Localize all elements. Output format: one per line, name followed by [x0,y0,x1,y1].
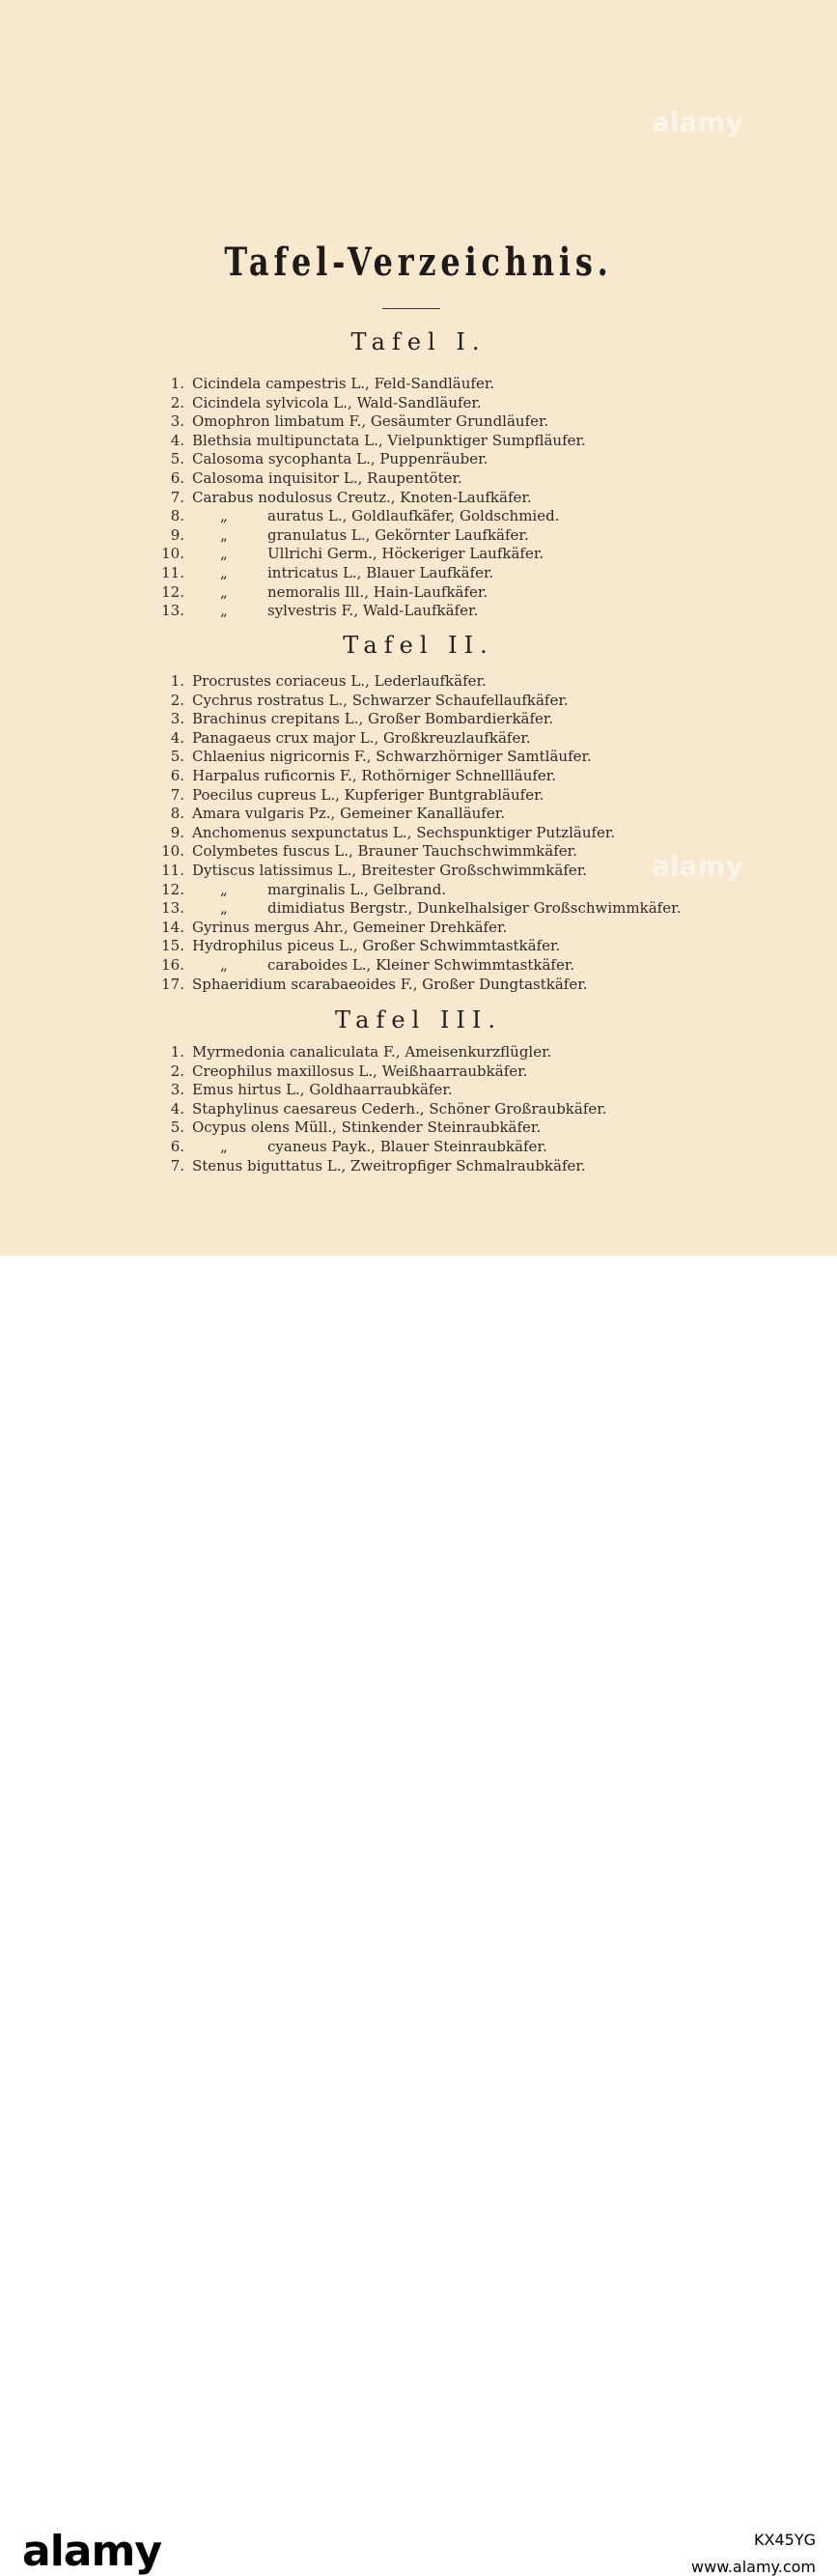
entry-number: 13. [161,602,184,620]
entry-number: 11. [161,563,184,581]
brand-logo: alamy [22,2527,161,2576]
entry-text: Blethsia multipunctata L., Vielpunktiger Sumpfläufer. [192,431,586,449]
list-item [0,976,837,995]
entry-text: Harpalus ruficornis F., Rothörniger Schnellläufer. [192,766,557,784]
entry-number: 6. [170,468,184,487]
list-item [0,564,837,583]
entry-number: 9. [170,525,184,544]
list-item [0,432,837,451]
list-item [0,672,837,692]
entry-number: 9. [170,823,184,841]
list-item [0,805,837,824]
entry-text: Procrustes coriaceus L., Lederlaufkäfer. [192,672,487,690]
entry-text: Brachinus crepitans L., Großer Bombardierkäfer. [192,710,554,728]
section-heading-tafel-2: Tafel II. [343,632,494,659]
list-item [0,526,837,546]
entry-text: Omophron limbatum F., Gesäumter Grundläufer. [192,412,549,431]
list-item [0,937,837,956]
entry-number: 3. [170,1081,184,1099]
entry-number: 5. [170,748,184,766]
entry-text: Hydrophilus piceus L., Großer Schwimmtastkäfer. [192,937,561,955]
entry-number: 3. [170,710,184,728]
watermark-logo: alamy [652,106,743,138]
entry-text: Staphylinus caesareus Cederh., Schöner Großraubkäfer. [192,1099,607,1118]
ditto-mark: „ [220,507,228,525]
entry-text: Colymbetes fuscus L., Brauner Tauchschwimmkäfer. [192,842,577,861]
entry-text: granulatus L., Gekörnter Laufkäfer. [267,525,529,544]
entry-number: 4. [170,728,184,747]
entry-text: Panagaeus crux major L., Großkreuzlaufkäfer. [192,728,531,747]
entry-number: 8. [170,507,184,525]
list-item [0,842,837,862]
section-heading-tafel-1: Tafel I. [350,328,487,355]
list-item [0,767,837,786]
entry-text: nemoralis Ill., Hain-Laufkäfer. [267,582,488,601]
entry-text: Ocypus olens Müll., Stinkender Steinraubkäfer. [192,1118,542,1137]
list-item [0,956,837,976]
list-item [0,729,837,749]
entry-number: 10. [161,842,184,861]
watermark-logo: alamy [652,850,743,882]
ditto-mark: „ [220,545,228,563]
list-item [0,748,837,767]
list-item [0,602,837,621]
entry-text: Cicindela sylvicola L., Wald-Sandläufer. [192,393,482,411]
entry-text: sylvestris F., Wald-Laufkäfer. [267,602,479,620]
ditto-mark: „ [220,955,228,974]
title-divider [382,308,440,309]
entry-text: Sphaeridium scarabaeoides F., Großer Dungtastkäfer. [192,975,588,993]
site-url[interactable]: www.alamy.com [691,2558,816,2576]
list-item [0,786,837,806]
entry-text: Poecilus cupreus L., Kupferiger Buntgrabläufer. [192,785,544,804]
entry-text: marginalis L., Gelbrand. [267,880,447,898]
entry-text: Amara vulgaris Pz., Gemeiner Kanalläufer. [192,805,505,823]
entries-tafel-1 [0,375,837,621]
list-item [0,824,837,843]
entry-number: 3. [170,412,184,431]
entry-text: cyaneus Payk., Blauer Steinraubkäfer. [267,1137,547,1155]
entry-text: Stenus biguttatus L., Zweitropfiger Schmalraubkäfer. [192,1156,586,1175]
entry-number: 7. [170,785,184,804]
list-item [0,1062,837,1082]
entry-text: Carabus nodulosus Creutz., Knoten-Laufkäfer. [192,488,532,506]
list-item [0,394,837,413]
entry-number: 14. [161,918,184,936]
entry-text: Cicindela campestris L., Feld-Sandläufer. [192,375,495,392]
ditto-mark: „ [220,602,228,620]
list-item [0,1118,837,1138]
entry-number: 1. [170,375,184,392]
list-item [0,412,837,432]
entry-text: caraboides L., Kleiner Schwimmtastkäfer. [267,955,575,974]
list-item [0,375,837,394]
list-item [0,1081,837,1100]
image-id: KX45YG [754,2531,816,2549]
entries-tafel-2 [0,672,837,994]
section-heading-tafel-3: Tafel III. [335,1006,502,1033]
scanned-page [0,0,837,1256]
entry-text: dimidiatus Bergstr., Dunkelhalsiger Großschwimmkäfer. [267,899,682,918]
ditto-mark: „ [220,880,228,898]
list-item [0,881,837,900]
ditto-mark: „ [220,563,228,581]
ditto-mark: „ [220,525,228,544]
entry-number: 4. [170,431,184,449]
entry-number: 2. [170,691,184,709]
entry-number: 6. [170,766,184,784]
list-item [0,507,837,526]
list-item [0,1043,837,1062]
ditto-mark: „ [220,899,228,918]
list-item [0,545,837,564]
ditto-mark: „ [220,1137,228,1155]
entry-number: 5. [170,1118,184,1137]
entry-number: 7. [170,1156,184,1175]
entry-number: 4. [170,1099,184,1118]
list-item [0,862,837,881]
entry-text: Calosoma sycophanta L., Puppenräuber. [192,450,488,468]
list-item [0,919,837,938]
entry-text: Creophilus maxillosus L., Weißhaarraubkäfer. [192,1062,528,1080]
entry-number: 1. [170,672,184,690]
entry-text: intricatus L., Blauer Laufkäfer. [267,563,494,581]
list-item [0,583,837,603]
stock-footer [0,1256,837,2576]
entry-text: Anchomenus sexpunctatus L., Sechspunktiger Putzläufer. [192,823,616,841]
list-item [0,1157,837,1176]
list-item [0,469,837,489]
list-item [0,1138,837,1157]
entry-text: auratus L., Goldlaufkäfer, Goldschmied. [267,507,560,525]
entry-number: 12. [161,880,184,898]
list-item [0,1100,837,1119]
entry-number: 7. [170,488,184,506]
entry-text: Ullrichi Germ., Höckeriger Laufkäfer. [267,545,544,563]
entry-text: Emus hirtus L., Goldhaarraubkäfer. [192,1081,453,1099]
entry-text: Chlaenius nigricornis F., Schwarzhörniger Samtläufer. [192,748,592,766]
entry-number: 17. [161,975,184,993]
entry-text: Dytiscus latissimus L., Breitester Großschwimmkäfer. [192,861,588,879]
list-item [0,710,837,729]
entry-number: 8. [170,805,184,823]
entry-text: Gyrinus mergus Ahr., Gemeiner Drehkäfer. [192,918,508,936]
entry-number: 12. [161,582,184,601]
entry-text: Cychrus rostratus L., Schwarzer Schaufellaufkäfer. [192,691,569,709]
list-item [0,899,837,919]
list-item [0,692,837,711]
entry-text: Calosoma inquisitor L., Raupentöter. [192,468,462,487]
entry-number: 15. [161,937,184,955]
entry-text: Myrmedonia canaliculata F., Ameisenkurzflügler. [192,1043,552,1061]
entry-number: 2. [170,1062,184,1080]
entry-number: 13. [161,899,184,918]
entry-number: 2. [170,393,184,411]
entry-number: 5. [170,450,184,468]
entry-number: 6. [170,1137,184,1155]
entry-number: 11. [161,861,184,879]
entries-tafel-3 [0,1043,837,1175]
ditto-mark: „ [220,582,228,601]
list-item [0,450,837,469]
page-title: Tafel-Verzeichnis. [224,240,613,285]
entry-number: 16. [161,955,184,974]
entry-number: 1. [170,1043,184,1061]
list-item [0,489,837,508]
entry-number: 10. [161,545,184,563]
